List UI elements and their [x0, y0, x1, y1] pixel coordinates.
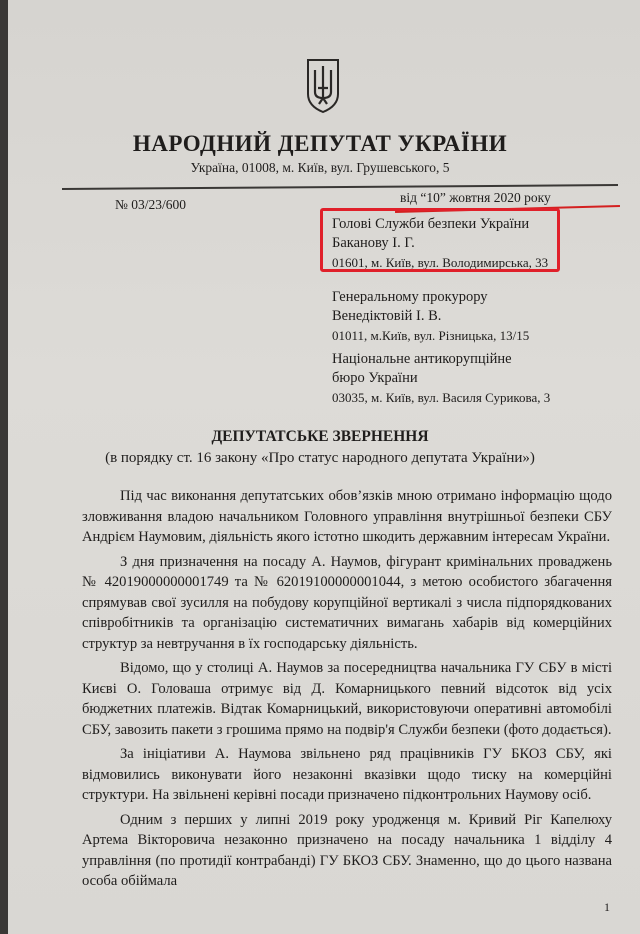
appeal-content — [82, 0, 612, 934]
paragraph: З дня призначення на посаду А. Наумов, фігурант кримінальних проваджень № 42019000000001749 та № 62019100000001044, з метою особистого збагачення спрямував свої зусилля на побудову корупційної вертикалі з числа підпорядкованих співробітників та організацію систематичних вимагань хабарів від комерційних структур за невтручання в їх господарську діяльність. — [82, 553, 612, 652]
recipient-name: Венедіктовій І. В. — [332, 308, 442, 324]
recipient-line: Національне антикорупційне — [332, 351, 512, 367]
document-date: від “10” жовтня 2020 року — [400, 190, 551, 205]
letterhead-title: НАРОДНИЙ ДЕПУТАТ УКРАЇНИ — [132, 131, 508, 156]
paragraph: Під час виконання депутатських обов’язків мною отримано інформацію щодо зловживання владою начальником Головного управління внутрішньої безпеки СБУ Андрієм Наумовим, діяльність якого істотно шкодить державним інтересам України. — [82, 488, 612, 545]
page-number: 1 — [604, 899, 610, 914]
appeal-subheading: (в порядку ст. 16 закону «Про статус народного депутата України») — [105, 450, 535, 466]
document-number: № 03/23/600 — [115, 197, 187, 212]
appeal-body — [82, 486, 612, 892]
recipient-line: Голові Служби безпеки України — [332, 216, 530, 232]
recipient-address: 01601, м. Київ, вул. Володимирська, 33 — [332, 255, 549, 270]
recipient-address: 03035, м. Київ, вул. Василя Сурикова, 3 — [332, 390, 551, 405]
appeal-heading: ДЕПУТАТСЬКЕ ЗВЕРНЕННЯ — [211, 428, 429, 445]
letterhead-address: Україна, 01008, м. Київ, вул. Грушевського, 5 — [190, 160, 450, 175]
recipient-address: 01011, м.Київ, вул. Різницька, 13/15 — [332, 328, 530, 343]
paragraph: Одним з перших у липні 2019 року уродженця м. Кривий Ріг Капелюху Артема Вікторовича незаконно призначено на посаду начальника 1 відділу 4 управління (по протидії контрабанді) ГУ БКОЗ СБУ. Знаменно, що до цього названа особа обіймала — [82, 811, 612, 889]
paragraph: За ініціативи А. Наумова звільнено ряд працівників ГУ БКОЗ СБУ, які відмовились виконувати його незаконні вказівки щодо тиску на комерційні структури. На звільнені керівні посади призначено підконтрольних Наумову осіб. — [82, 746, 612, 803]
recipient-name: Баканову І. Г. — [332, 235, 415, 251]
recipient-line: Генеральному прокурору — [332, 289, 488, 305]
recipient-name: бюро України — [332, 370, 418, 386]
paragraph: Відомо, що у столиці А. Наумов за посередництва начальника ГУ СБУ в місті Києві О. Головаша отримує від Д. Комарницького певний відсоток від усіх бюджетних платежів. Відтак Комарницький, використовуючи оперативні автомобілі СБУ, завозить пакети з грошима прямо на подвір'я Служби безпеки (фото додається). — [82, 660, 612, 738]
